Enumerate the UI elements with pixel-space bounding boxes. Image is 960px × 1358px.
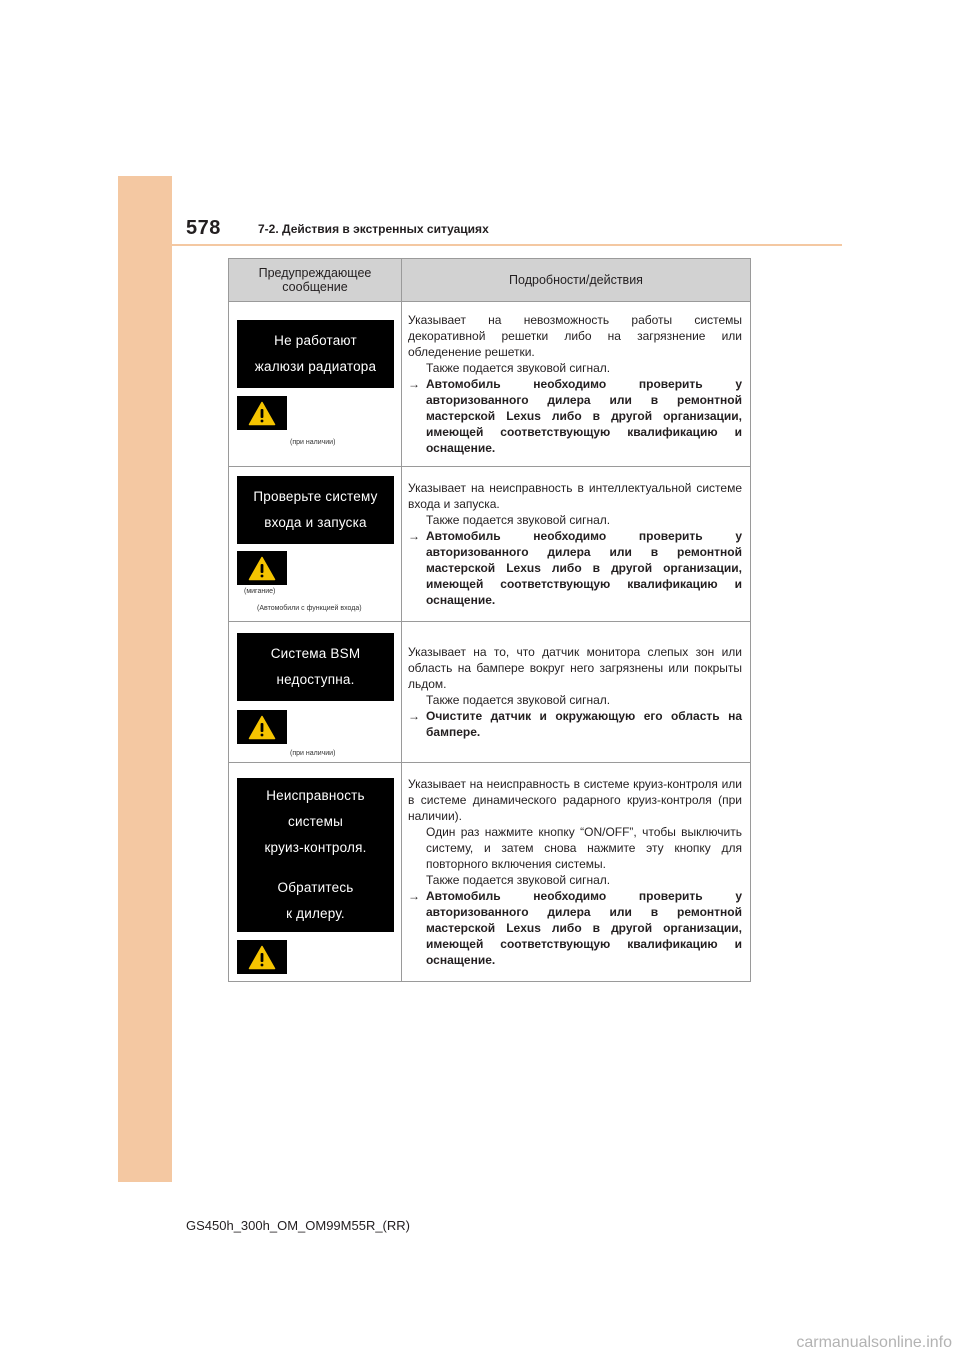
warning-indicator <box>237 396 287 430</box>
message-image-cell <box>229 763 402 982</box>
table-row <box>229 467 751 622</box>
table-header-row <box>229 259 751 302</box>
right-arrow-icon: → <box>408 377 420 391</box>
display-screen <box>237 778 394 932</box>
right-arrow-icon: → <box>408 889 420 903</box>
screen-line: Система BSM <box>270 646 361 661</box>
screen-line: Не работают <box>274 333 357 348</box>
display-screen <box>237 320 394 388</box>
message-image-cell <box>229 302 402 467</box>
blinking-note: (мигание) <box>244 588 276 595</box>
table-row <box>229 763 751 982</box>
description-text: Указывает на невозможность работы системы декоративной решетки либо на загрязнение или обледенение решетки. <box>408 313 742 359</box>
column-header-message: Предупреждающее сообщение <box>229 259 402 302</box>
side-color-band <box>118 176 172 1182</box>
availability-note: (при наличии) <box>290 439 336 446</box>
column-header-details: Подробности/действия <box>402 259 751 302</box>
details-cell <box>402 302 751 467</box>
signal-text: Также подается звуковой сигнал. <box>426 873 611 887</box>
screen-line: недоступна. <box>276 672 355 687</box>
action-text: Очистите датчик и окружающую его область на бампере. <box>426 709 742 739</box>
details-cell <box>402 467 751 622</box>
description-text: Указывает на неисправность в системе круиз-контроля или в системе динамического радарного круиз-контроля (при наличии). <box>408 777 742 823</box>
right-arrow-icon: → <box>408 709 420 723</box>
availability-note: (при наличии) <box>290 750 336 757</box>
signal-text: Также подается звуковой сигнал. <box>426 513 611 527</box>
details-cell <box>402 622 751 763</box>
table-row <box>229 302 751 467</box>
details-cell <box>402 763 751 982</box>
action-item <box>408 376 742 456</box>
screen-line: круиз-контроля. <box>264 840 367 855</box>
action-item <box>408 708 742 740</box>
document-code: GS450h_300h_OM_OM99M55R_(RR) <box>186 1218 410 1233</box>
screen-line <box>314 861 318 875</box>
message-image-cell <box>229 622 402 763</box>
display-screen <box>237 476 394 544</box>
message-image-cell <box>229 467 402 622</box>
screen-line: системы <box>288 814 343 829</box>
screen-line: Неисправность <box>266 788 365 803</box>
instruction-text: Один раз нажмите кнопку “ON/OFF”, чтобы выключить систему, и затем снова нажмите эту кнопку для повторного включения системы. <box>426 825 742 871</box>
action-text: Автомобиль необходимо проверить у авторизованного дилера или в ремонтной мастерской Lexus либо в другой организации, имеющей соответствующую квалификацию и оснащение. <box>426 529 742 607</box>
screen-line: Проверьте систему <box>253 489 378 504</box>
right-arrow-icon: → <box>408 529 420 543</box>
signal-text: Также подается звуковой сигнал. <box>426 693 611 707</box>
warning-triangle-icon <box>248 401 276 426</box>
action-text: Автомобиль необходимо проверить у авторизованного дилера или в ремонтной мастерской Lexus либо в другой организации, имеющей соответствующую квалификацию и оснащение. <box>426 889 742 967</box>
warning-triangle-icon <box>248 556 276 581</box>
action-text: Автомобиль необходимо проверить у авторизованного дилера или в ремонтной мастерской Lexus либо в другой организации, имеющей соответствующую квалификацию и оснащение. <box>426 377 742 455</box>
warning-indicator <box>237 710 287 744</box>
display-screen <box>237 633 394 701</box>
action-item <box>408 528 742 608</box>
screen-line: входа и запуска <box>264 515 367 530</box>
table-row <box>229 622 751 763</box>
screen-line: Обратитесь <box>277 880 354 895</box>
description-text: Указывает на то, что датчик монитора слепых зон или область на бампере вокруг него загрязнены или покрыты льдом. <box>408 645 742 691</box>
warning-triangle-icon <box>248 715 276 740</box>
section-title: 7-2. Действия в экстренных ситуациях <box>258 222 489 236</box>
warning-indicator <box>237 551 287 585</box>
availability-note: (Автомобили с функцией входа) <box>257 605 362 612</box>
warning-indicator <box>237 940 287 974</box>
page-number: 578 <box>186 217 221 239</box>
description-text: Указывает на неисправность в интеллектуальной системе входа и запуска. <box>408 481 742 511</box>
header-rule <box>172 244 842 246</box>
signal-text: Также подается звуковой сигнал. <box>426 361 611 375</box>
screen-line: к дилеру. <box>286 906 345 921</box>
watermark-text: carmanualsonline.info <box>796 1334 952 1351</box>
screen-line: жалюзи радиатора <box>254 359 377 374</box>
warning-messages-table <box>228 258 751 982</box>
warning-triangle-icon <box>248 945 276 970</box>
action-item <box>408 888 742 968</box>
